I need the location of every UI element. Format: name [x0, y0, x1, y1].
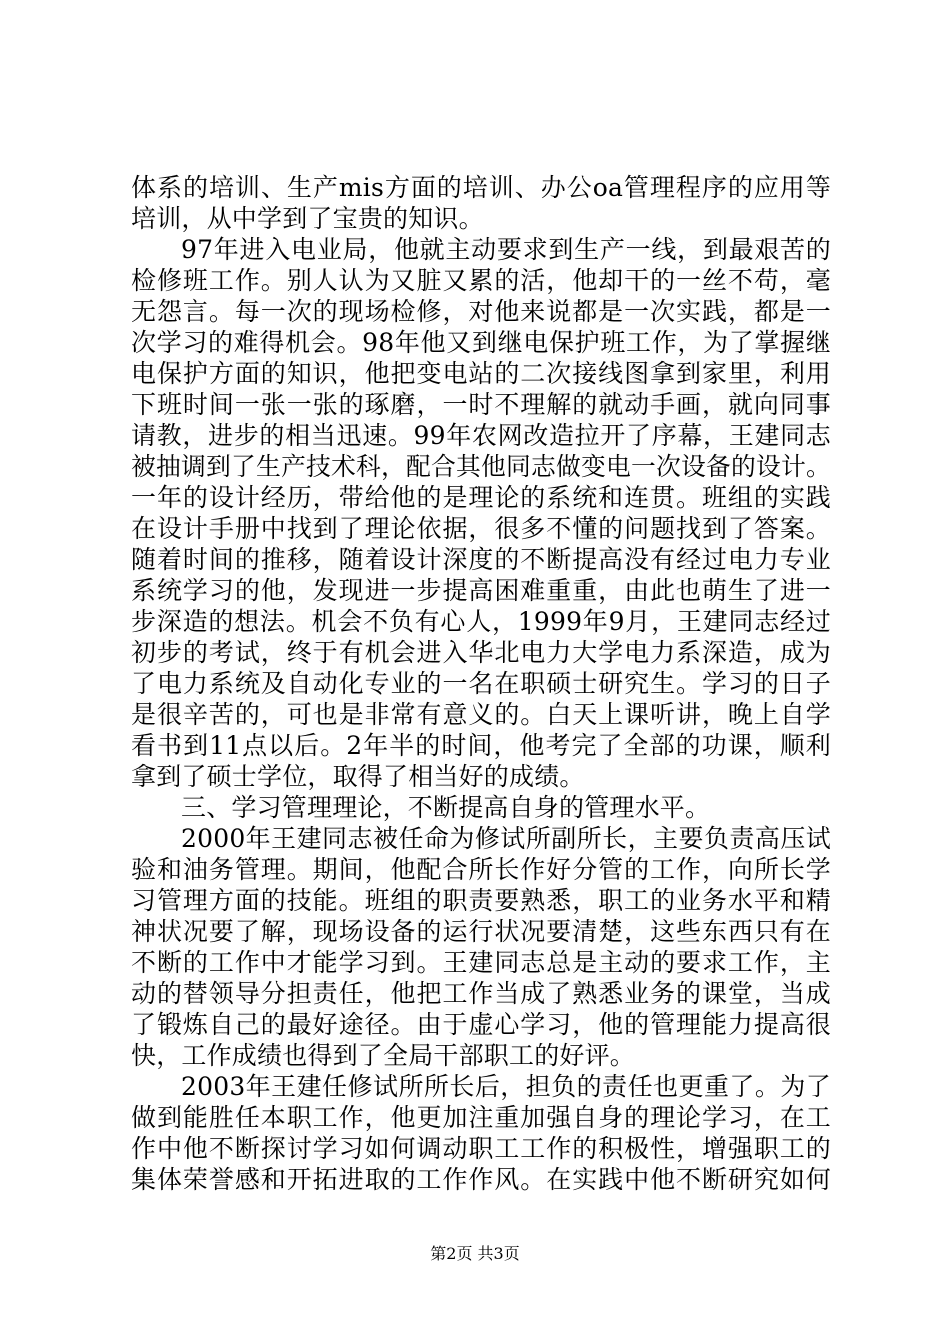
text-line: 是很辛苦的，可也是非常有意义的。白天上课听讲，晚上自学: [131, 700, 831, 729]
text-line: 随着时间的推移，随着设计深度的不断提高没有经过电力专业: [131, 545, 831, 574]
text-line: 97年进入电业局，他就主动要求到生产一线，到最艰苦的: [181, 235, 831, 264]
text-line: 电保护方面的知识，他把变电站的二次接线图拿到家里，利用: [131, 359, 831, 388]
text-line: 2003年王建任修试所所长后，担负的责任也更重了。为了: [181, 1072, 831, 1101]
text-line: 验和油务管理。期间，他配合所长作好分管的工作，向所长学: [131, 855, 831, 884]
text-line: 做到能胜任本职工作，他更加注重加强自身的理论学习，在工: [131, 1103, 831, 1132]
text-line: 不断的工作中才能学习到。王建同志总是主动的要求工作，主: [131, 948, 831, 977]
body-text: [131, 172, 831, 1195]
text-line: 神状况要了解，现场设备的运行状况要清楚，这些东西只有在: [131, 917, 831, 946]
text-line: 系统学习的他，发现进一步提高困难重重，由此也萌生了进一: [131, 576, 831, 605]
text-line: 三、学习管理理论，不断提高自身的管理水平。: [181, 793, 711, 822]
text-line: 动的替领导分担责任，他把工作当成了熟悉业务的课堂，当成: [131, 979, 831, 1008]
text-line: 作中他不断探讨学习如何调动职工工作的积极性，增强职工的: [131, 1134, 831, 1163]
page-footer: 第2页 共3页: [430, 1244, 520, 1263]
text-line: 培训，从中学到了宝贵的知识。: [131, 204, 484, 233]
text-line: 一年的设计经历，带给他的是理论的系统和连贯。班组的实践: [131, 483, 831, 512]
text-line: 初步的考试，终于有机会进入华北电力大学电力系深造，成为: [131, 638, 831, 667]
text-line: 习管理方面的技能。班组的职责要熟悉，职工的业务水平和精: [131, 886, 831, 915]
text-line: 了锻炼自己的最好途径。由于虚心学习，他的管理能力提高很: [131, 1010, 831, 1039]
text-line: 检修班工作。别人认为又脏又累的活，他却干的一丝不苟，毫: [131, 266, 831, 295]
text-line: 无怨言。每一次的现场检修，对他来说都是一次实践，都是一: [131, 297, 831, 326]
text-line: 2000年王建同志被任命为修试所副所长，主要负责高压试: [181, 824, 831, 853]
text-line: 步深造的想法。机会不负有心人，1999年9月，王建同志经过: [131, 607, 831, 636]
text-line: 快，工作成绩也得到了全局干部职工的好评。: [131, 1041, 636, 1070]
text-line: 请教，进步的相当迅速。99年农网改造拉开了序幕，王建同志: [131, 421, 831, 450]
text-line: 次学习的难得机会。98年他又到继电保护班工作，为了掌握继: [131, 328, 831, 357]
text-line: 拿到了硕士学位，取得了相当好的成绩。: [131, 762, 585, 791]
text-line: 了电力系统及自动化专业的一名在职硕士研究生。学习的日子: [131, 669, 831, 698]
text-line: 看书到11点以后。2年半的时间，他考完了全部的功课，顺利: [131, 731, 831, 760]
text-line: 被抽调到了生产技术科，配合其他同志做变电一次设备的设计。: [131, 452, 831, 481]
text-line: 集体荣誉感和开拓进取的工作作风。在实践中他不断研究如何: [131, 1165, 831, 1194]
text-line: 在设计手册中找到了理论依据，很多不懂的问题找到了答案。: [131, 514, 831, 543]
text-line: 下班时间一张一张的琢磨，一时不理解的就动手画，就向同事: [131, 390, 831, 419]
text-line: 体系的培训、生产mis方面的培训、办公oa管理程序的应用等: [131, 173, 831, 202]
